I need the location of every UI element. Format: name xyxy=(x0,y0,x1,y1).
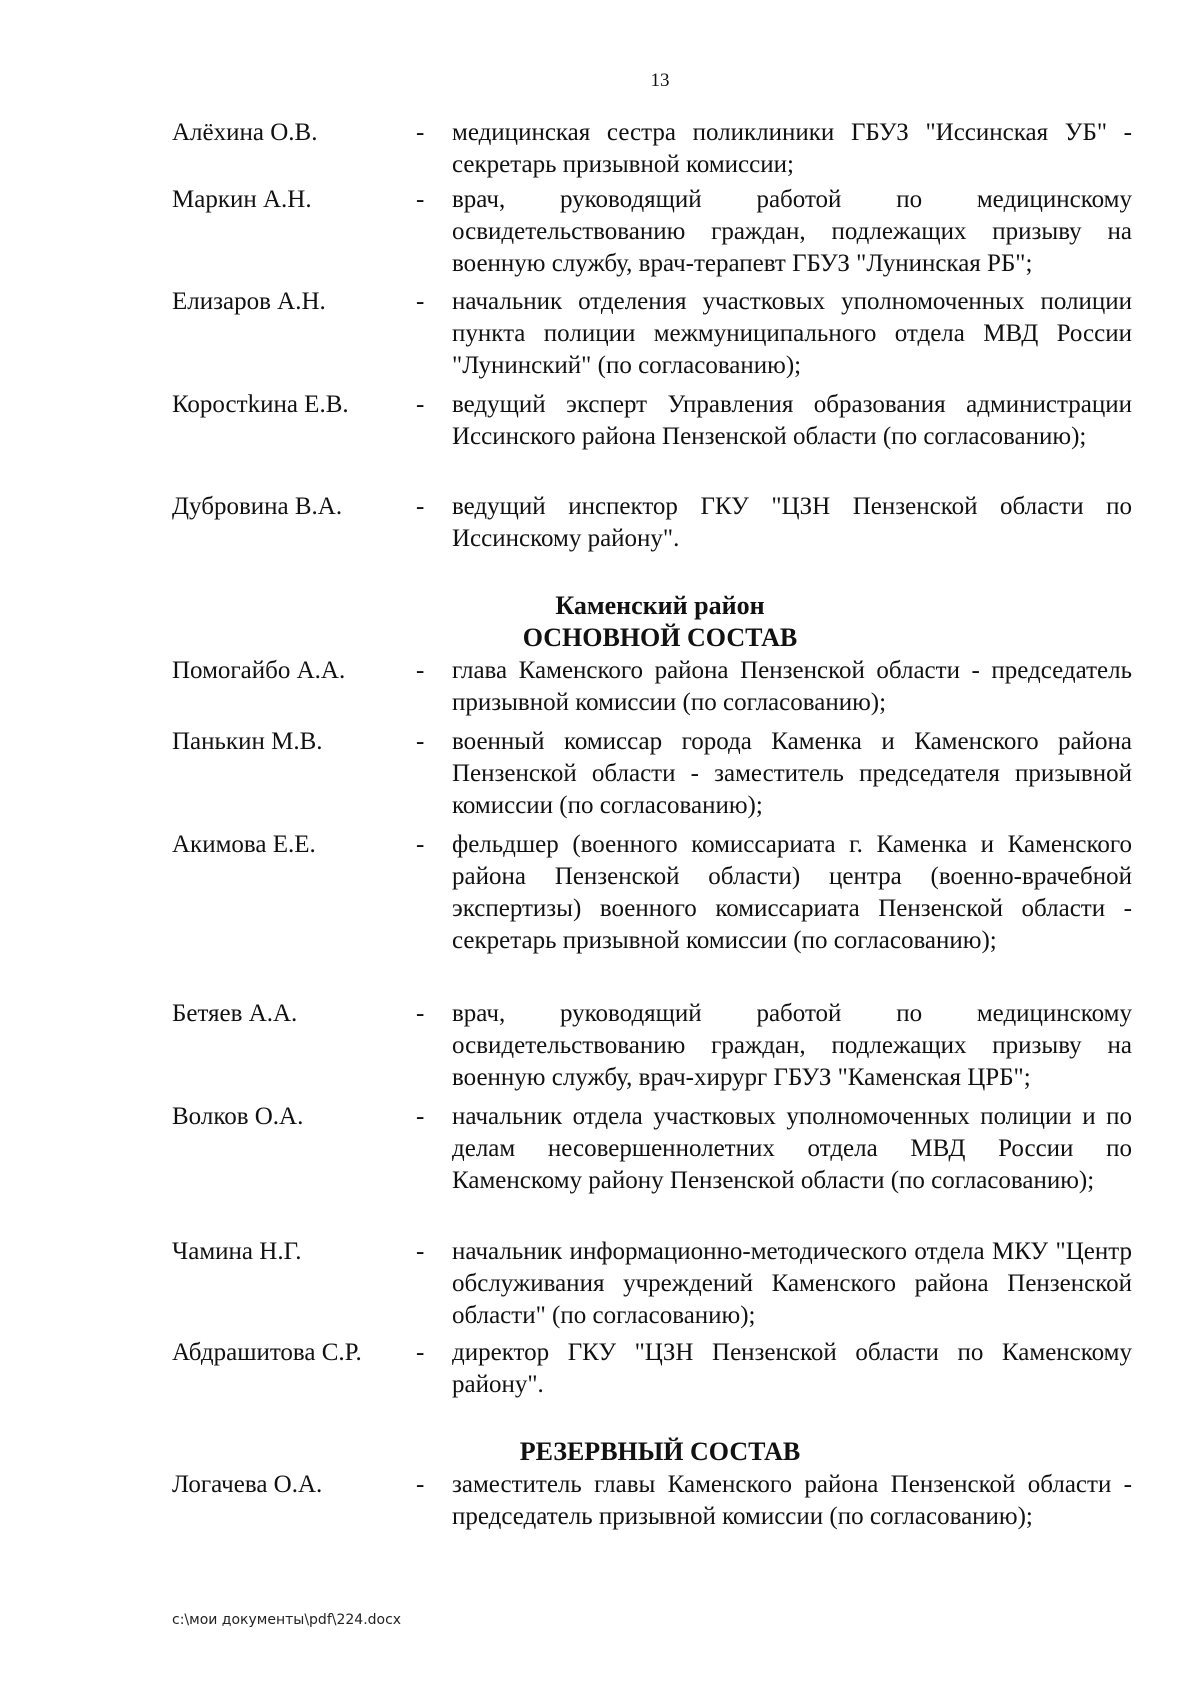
member-role: заместитель главы Каменского района Пензенской области - председатель призывной комиссии (по согласованию); xyxy=(452,1471,1132,1530)
reserve-composition-heading: РЕЗЕРВНЫЙ СОСТАВ xyxy=(519,1437,801,1466)
member-role: фельдшер (военного комиссариата г. Каменка и Каменского района Пензенской области) центра (военно-врачебной экспертизы) военного комиссариата Пензенской области - секретарь призывной комиссии (по согласованию); xyxy=(452,831,1132,954)
member-name: Коростkина Е.В. xyxy=(172,391,349,418)
separator-dash: - xyxy=(416,728,425,755)
member-name: Логачева О.А. xyxy=(172,1471,323,1498)
separator-dash: - xyxy=(416,119,425,146)
member-role: начальник отдела участковых уполномоченных полиции и по делам несовершеннолетних отдела МВД России по Каменскому району Пензенской области (по согласованию); xyxy=(452,1103,1132,1194)
member-name: Маркин А.Н. xyxy=(172,186,312,213)
member-role: ведущий инспектор ГКУ "ЦЗН Пензенской области по Иссинскому району". xyxy=(452,493,1132,552)
district-heading: Каменский район xyxy=(555,591,765,620)
separator-dash: - xyxy=(416,1000,425,1027)
member-name: Алёхина О.В. xyxy=(172,119,318,146)
member-role: начальник информационно-методического отдела МКУ "Центр обслуживания учреждений Каменского района Пензенской области" (по согласованию); xyxy=(452,1238,1132,1329)
separator-dash: - xyxy=(416,1339,425,1366)
separator-dash: - xyxy=(416,391,425,418)
separator-dash: - xyxy=(416,657,425,684)
member-name: Абдрашитова С.Р. xyxy=(172,1339,362,1366)
file-path-footer: c:\мои документы\pdf\224.docx xyxy=(172,1612,402,1628)
member-role: врач, руководящий работой по медицинскому освидетельствованию граждан, подлежащих призыву на военную службу, врач-терапевт ГБУЗ "Лунинская РБ"; xyxy=(452,186,1132,277)
separator-dash: - xyxy=(416,1471,425,1498)
member-role: военный комиссар города Каменка и Каменского района Пензенской области - заместитель председателя призывной комиссии (по согласованию); xyxy=(452,728,1132,819)
page-number: 13 xyxy=(650,70,670,91)
separator-dash: - xyxy=(416,831,425,858)
member-name: Помогайбо А.А. xyxy=(172,657,346,684)
member-name: Дубровина В.А. xyxy=(172,493,343,520)
separator-dash: - xyxy=(416,1103,425,1130)
main-composition-heading: ОСНОВНОЙ СОСТАВ xyxy=(522,623,798,652)
member-name: Акимова Е.Е. xyxy=(172,831,316,858)
separator-dash: - xyxy=(416,1238,425,1265)
member-role: начальник отделения участковых уполномоченных полиции пункта полиции межмуниципального отдела МВД России "Лунинский" (по согласованию); xyxy=(452,288,1132,379)
member-name: Чамина Н.Г. xyxy=(172,1238,302,1265)
member-name: Бетяев А.А. xyxy=(172,1000,298,1027)
member-role: врач, руководящий работой по медицинскому освидетельствованию граждан, подлежащих призыву на военную службу, врач-хирург ГБУЗ "Каменская ЦРБ"; xyxy=(452,1000,1132,1091)
member-role: ведущий эксперт Управления образования администрации Иссинского района Пензенской области (по согласованию); xyxy=(452,391,1132,450)
member-role: медицинская сестра поликлиники ГБУЗ "Иссинская УБ" - секретарь призывной комиссии; xyxy=(452,119,1132,178)
member-role: директор ГКУ "ЦЗН Пензенской области по Каменскому району". xyxy=(452,1339,1132,1398)
separator-dash: - xyxy=(416,493,425,520)
member-name: Елизаров А.Н. xyxy=(172,288,326,315)
separator-dash: - xyxy=(416,288,425,315)
separator-dash: - xyxy=(416,186,425,213)
member-name: Волков О.А. xyxy=(172,1103,304,1130)
member-name: Панькин М.В. xyxy=(172,728,323,755)
member-role: глава Каменского района Пензенской области - председатель призывной комиссии (по согласованию); xyxy=(452,657,1132,716)
